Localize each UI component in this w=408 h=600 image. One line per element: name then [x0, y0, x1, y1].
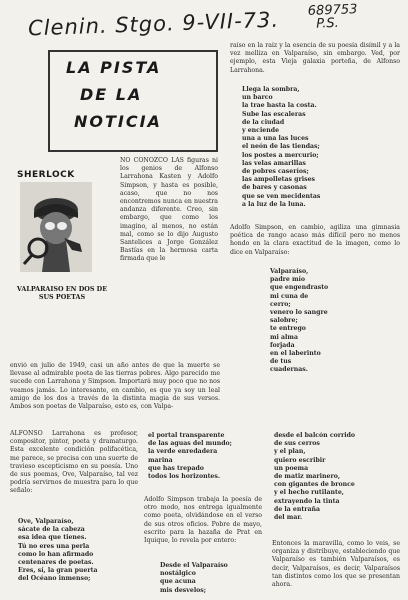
title-rule-top	[48, 50, 218, 52]
poem-line: la verde enredadera	[148, 448, 218, 456]
top-right-intro-paragraph: raíso en la raíz y la esencia de su poesía disímil y a la vez melliza en Valparaíso, sin embargo. Ved, por ejemplo, esta Vieja galaxia porteña, de Alfonso Larrahona.	[230, 42, 400, 74]
poem-line: un barco	[242, 94, 273, 102]
poem-line: del mar.	[274, 514, 303, 522]
closing-paragraph: Entonces la maravilla, como lo veis, se organiza y distribuye, estableciendo que Valparaíso es también Valparaísos, es decir, Valparaísos, es decir, Valparaísos tan distintos como los que se presentan ahora.	[272, 540, 400, 589]
poem-desde	[160, 562, 260, 596]
handwritten-code-line: P.S.	[315, 15, 340, 32]
poem-line: el portal transparente	[148, 432, 225, 439]
poem-line: nostálgico	[160, 570, 196, 578]
poem-line: forjada	[270, 341, 295, 349]
poem-line: extrayendo la tinta	[274, 497, 340, 505]
title-rule-bottom	[48, 150, 218, 152]
poem-line: de las aguas del mundo;	[148, 440, 232, 448]
simpson-paragraph	[144, 496, 262, 560]
poem-line: de la entraña	[274, 505, 321, 513]
poem-line: cerro;	[270, 300, 291, 308]
poem-line: de tus	[270, 358, 292, 366]
poem-larrahona	[242, 86, 402, 216]
poem-valparaiso	[270, 268, 390, 378]
poem-line: con gigantes de bronce	[274, 481, 355, 489]
poem-line: las velas amarillas	[242, 159, 306, 167]
poem-balcon	[274, 432, 402, 526]
poem-line: de bares y casonas	[242, 184, 307, 192]
section-title-line-1: LA PISTA	[66, 58, 162, 77]
poem-line: de sus cerros	[274, 440, 320, 448]
poem-line: centenares de poetas.	[18, 559, 94, 567]
poem-line: que has trepado	[148, 464, 204, 472]
poem-line: los postes a mercurio;	[242, 151, 319, 159]
poem-line: todos los horizontes.	[148, 473, 220, 481]
poem-line: que acuna	[160, 578, 196, 586]
poem-line: sácate de la cabeza	[18, 526, 85, 534]
handwritten-code-line: 689753	[307, 2, 358, 19]
simpson-intro-paragraph: Adolfo Simpson, en cambio, agiliza una gimnasia poética de rango acaso más difícil pero no menos hondo en la clara exactitud de la imagen, como lo dice en Valparaíso:	[230, 224, 400, 256]
closing-text	[272, 540, 400, 596]
title-rule-left	[48, 50, 50, 151]
poem-line: mis desvelos;	[160, 586, 207, 594]
poem-line: y el hecho rutilante,	[274, 489, 344, 497]
poem-line: marina	[148, 456, 173, 464]
title-rule-right	[216, 50, 218, 151]
poem-line: Valparaíso,	[270, 268, 309, 275]
intro-text	[120, 157, 218, 362]
larrahona-bio-paragraph: ALFONSO Larrahona es profesor, compositor, pintor, poeta y dramaturgo. Esta excelente condición polifacética, me parece, se precisa con una suerte de travieso escepticismo en su poesía. Uno de sus poemas, Ove, Valparaíso, tal vez podría servirnos de muestra para lo que señalo:	[10, 430, 138, 495]
poem-line: las ampolletas grises	[242, 176, 315, 184]
poem-line: de pobres caseríos;	[242, 168, 309, 176]
poem-line: la trae hasta la costa.	[242, 102, 317, 110]
poem-line: un poema	[274, 464, 309, 472]
simpson-paragraph-text: Adolfo Simpson trabaja la poesía de otro modo, nos entrega igualmente como poeta, olvidándose en el verso de sus otros oficios. Pobre de mayo, escrito para la hazaña de Prat en Iquique, lo revela por entero:	[144, 496, 262, 545]
poem-line: esa idea que tienes.	[18, 534, 87, 542]
intro-continued-paragraph: envió en julio de 1949, casi un año antes de que la muerte se llevase al admirable poeta de las tierras pobres. Algo parecido me sucede con Larrahona y Simpson. Importará muy poco que no nos veamos jamás. Lo interesante, en cambio, es que ya soy un leal amigo de los dos a través de la distinta magia de sus versos. Ambos son poetas de Valparaíso, esto es, con Valpa-	[10, 362, 220, 411]
poem-line: desde el balcón corrido	[274, 432, 356, 439]
poem-portal	[148, 432, 263, 488]
poem-line: una a una las luces	[242, 135, 309, 143]
poem-line: el neón de las tiendas;	[242, 143, 320, 151]
poem-line: en el laberinto	[270, 350, 321, 358]
simpson-intro	[230, 224, 400, 260]
poem-line: que se ven mecidentas	[242, 192, 321, 200]
poem-line: y el plan,	[274, 448, 306, 456]
poem-line: y enciende	[242, 127, 280, 135]
handwritten-code	[308, 3, 359, 31]
section-title-line-2: DE LA	[80, 85, 143, 104]
poem-line: quiero escribir	[274, 456, 326, 464]
article-caption: VALPARAISO EN DOS DE SUS POETAS	[16, 285, 108, 301]
poem-line: Eres, sí, la gran puerta	[18, 567, 98, 575]
poem-line: Tú no eres una perla	[18, 542, 90, 550]
poem-line: Sube las escaleras	[242, 110, 306, 118]
poem-line: de la ciudad	[242, 118, 285, 126]
handwritten-source-date: Clenin. Stgo. 9-VII-73.	[27, 7, 280, 41]
poem-line: venero lo sangre	[270, 309, 328, 317]
poem-line: mi alma	[270, 333, 298, 341]
column-logo: SHERLOCK	[17, 170, 75, 180]
poem-line: del Océano inmenso;	[18, 575, 91, 583]
poem-line: mi cuna de	[270, 292, 309, 300]
intro-continued-text	[10, 362, 220, 422]
poem-line: Llega la sombra,	[242, 86, 300, 93]
poem-ove	[18, 518, 138, 590]
sherlock-illustration	[20, 182, 92, 272]
poem-line: Ove, Valparaíso,	[18, 518, 74, 525]
poem-line: como lo han afirmado	[18, 550, 94, 558]
poem-line: te entrego	[270, 325, 306, 333]
poem-line: Desde el Valparaíso	[160, 562, 228, 569]
poem-line: cuadernas.	[270, 366, 308, 374]
poem-line: padre mío	[270, 276, 306, 284]
section-title-line-3: NOTICIA	[74, 112, 162, 131]
poem-line: salobre;	[270, 317, 298, 325]
intro-paragraph: NO CONOZCO LAS figuras ni los genios de Alfonso Larrahona Kasten y Adolfo Simpson, y hasta es posible, acaso, que no nos encontremos nunca en nuestra andanza diferente. Creo, sin embargo, que como los imagino, al menos, no están mal, como se lo dijo Augusto Santelices a Jorge González Bastías en la hermosa carta firmada que le	[120, 157, 218, 263]
poem-line: que engendrasto	[270, 284, 329, 292]
top-right-intro	[230, 42, 400, 82]
poem-line: a la luz de la luna.	[242, 200, 306, 208]
poem-line: de matiz marinero,	[274, 473, 340, 481]
larrahona-bio	[10, 430, 138, 510]
